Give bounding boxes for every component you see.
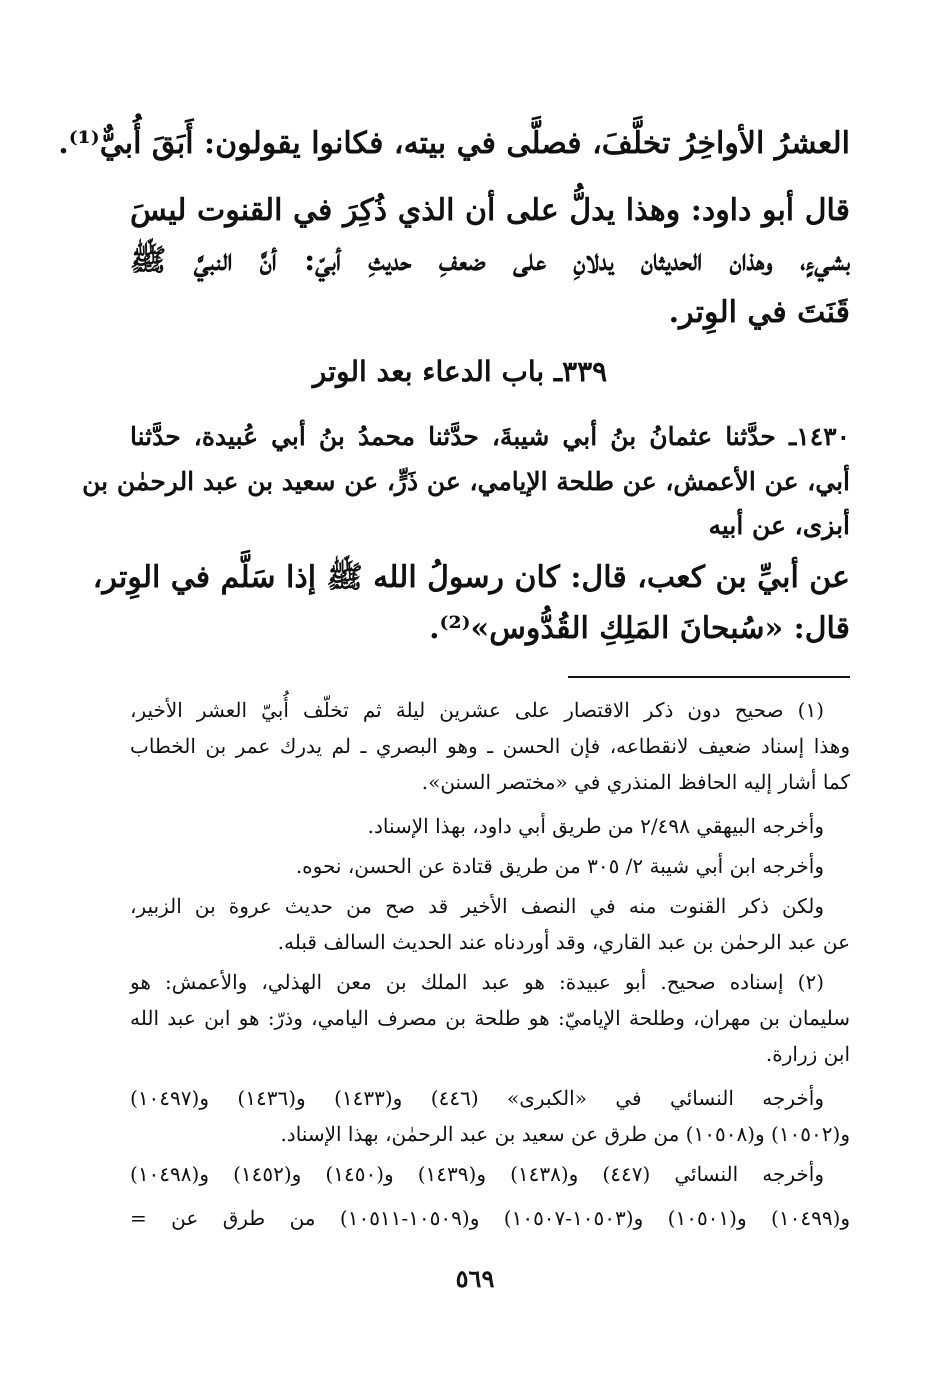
footnote-line-8: (٢) إسناده صحيح. أبو عبيدة: هو عبد الملك بن معن الهذلي، والأعمش: هو bbox=[130, 970, 824, 994]
footnote-line-10: ابن زرارة. bbox=[765, 1042, 850, 1066]
main-text-line-4: قَنَتَ في الوِتر. bbox=[668, 295, 850, 330]
page-number: ٥٦٩ bbox=[455, 1264, 495, 1293]
footnote-line-2: وهذا إسناد ضعيف لانقطاعه، فإن الحسن ـ وهو البصري ـ لم يدرك عمر بن الخطاب bbox=[130, 734, 850, 758]
hadith-matn-line-1: عن أبيِّ بن كعب، قال: كان رسولُ الله ﷺ إذا سَلَّم في الوِتر، bbox=[92, 560, 850, 595]
footnote-line-4: وأخرجه البيهقي ٢/٤٩٨ من طريق أبي داود، بهذا الإسناد. bbox=[367, 814, 824, 838]
footnote-line-5: وأخرجه ابن أبي شيبة ٢/ ٣٠٥ من طريق قتادة عن الحسن، نحوه. bbox=[295, 854, 824, 878]
main-text-line-2: قال أبو داود: وهذا يدلُّ على أن الذي ذُكِرَ في القنوت ليسَ bbox=[130, 193, 850, 228]
main-text-line-3: بشيءٍ، وهذان الحديثان يدلانِ على ضعفِ حديثِ أبيّ: أنَّ النبيَّ ﷺ bbox=[130, 243, 850, 278]
hadith-isnad-line-2: أبي، عن الأعمش، عن طلحة الإيامي، عن ذَرٍّ، عن سعيد بن عبد الرحمٰن بن bbox=[82, 467, 850, 496]
hadith-isnad-line-1: ١٤٣٠ـ حدَّثنا عثمانُ بنُ أبي شيبةَ، حدَّثنا محمدُ بنُ أبي عُبيدة، حدَّثنا bbox=[130, 422, 850, 451]
footnote-divider bbox=[568, 676, 850, 678]
footnote-line-13: وأخرجه النسائي (٤٤٧) و(١٤٣٨) و(١٤٣٩) و(١٤٥٠) و(١٤٥٢) و(١٠٤٩٨) bbox=[130, 1162, 824, 1186]
footnote-line-7: عن عبد الرحمٰن بن عبد القاري، وقد أوردناه عند الحديث السالف قبله. bbox=[277, 930, 850, 954]
hadith-isnad-line-3: أبزى، عن أبيه bbox=[708, 511, 850, 540]
footnote-line-14: و(١٠٤٩٩) و(١٠٥٠١) و(١٠٥٠٣-١٠٥٠٧) و(١٠٥٠٩-١٠٥١١) من طرق عن = bbox=[130, 1206, 851, 1230]
main-text-line-1: العشرُ الأواخِرُ تخلَّفَ، فصلَّى في بيته، فكانوا يقولون: أَبَقَ أُبيٌّ⁽¹⁾. bbox=[58, 126, 850, 161]
footnote-line-11: وأخرجه النسائي في «الكبرى» (٤٤٦) و(١٤٣٣) و(١٤٣٦) و(١٠٤٩٧) bbox=[130, 1086, 825, 1110]
footnote-line-1: (١) صحيح دون ذكر الاقتصار على عشرين ليلة ثم تخلّف أُبيّ العشر الأخير، bbox=[130, 698, 824, 722]
footnote-line-3: كما أشار إليه الحافظ المنذري في «مختصر السنن». bbox=[421, 770, 850, 794]
footnote-line-9: سليمان بن مهران، وطلحة الإياميّ: هو طلحة بن مصرف اليامي، وذرّ: هو ابن عبد الله bbox=[130, 1006, 850, 1030]
footnote-line-12: و(١٠٥٠٢) و(١٠٥٠٨) من طرق عن سعيد بن عبد الرحمٰن، بهذا الإسناد. bbox=[280, 1122, 850, 1146]
footnote-line-6: ولكن ذكر القنوت منه في النصف الأخير قد صح من حديث عروة بن الزبير، bbox=[130, 894, 824, 918]
chapter-heading: ٣٣٩ـ باب الدعاء بعد الوتر bbox=[312, 355, 608, 388]
hadith-matn-line-2: قال: «سُبحانَ المَلِكِ القُدُّوس»⁽²⁾. bbox=[429, 611, 850, 646]
